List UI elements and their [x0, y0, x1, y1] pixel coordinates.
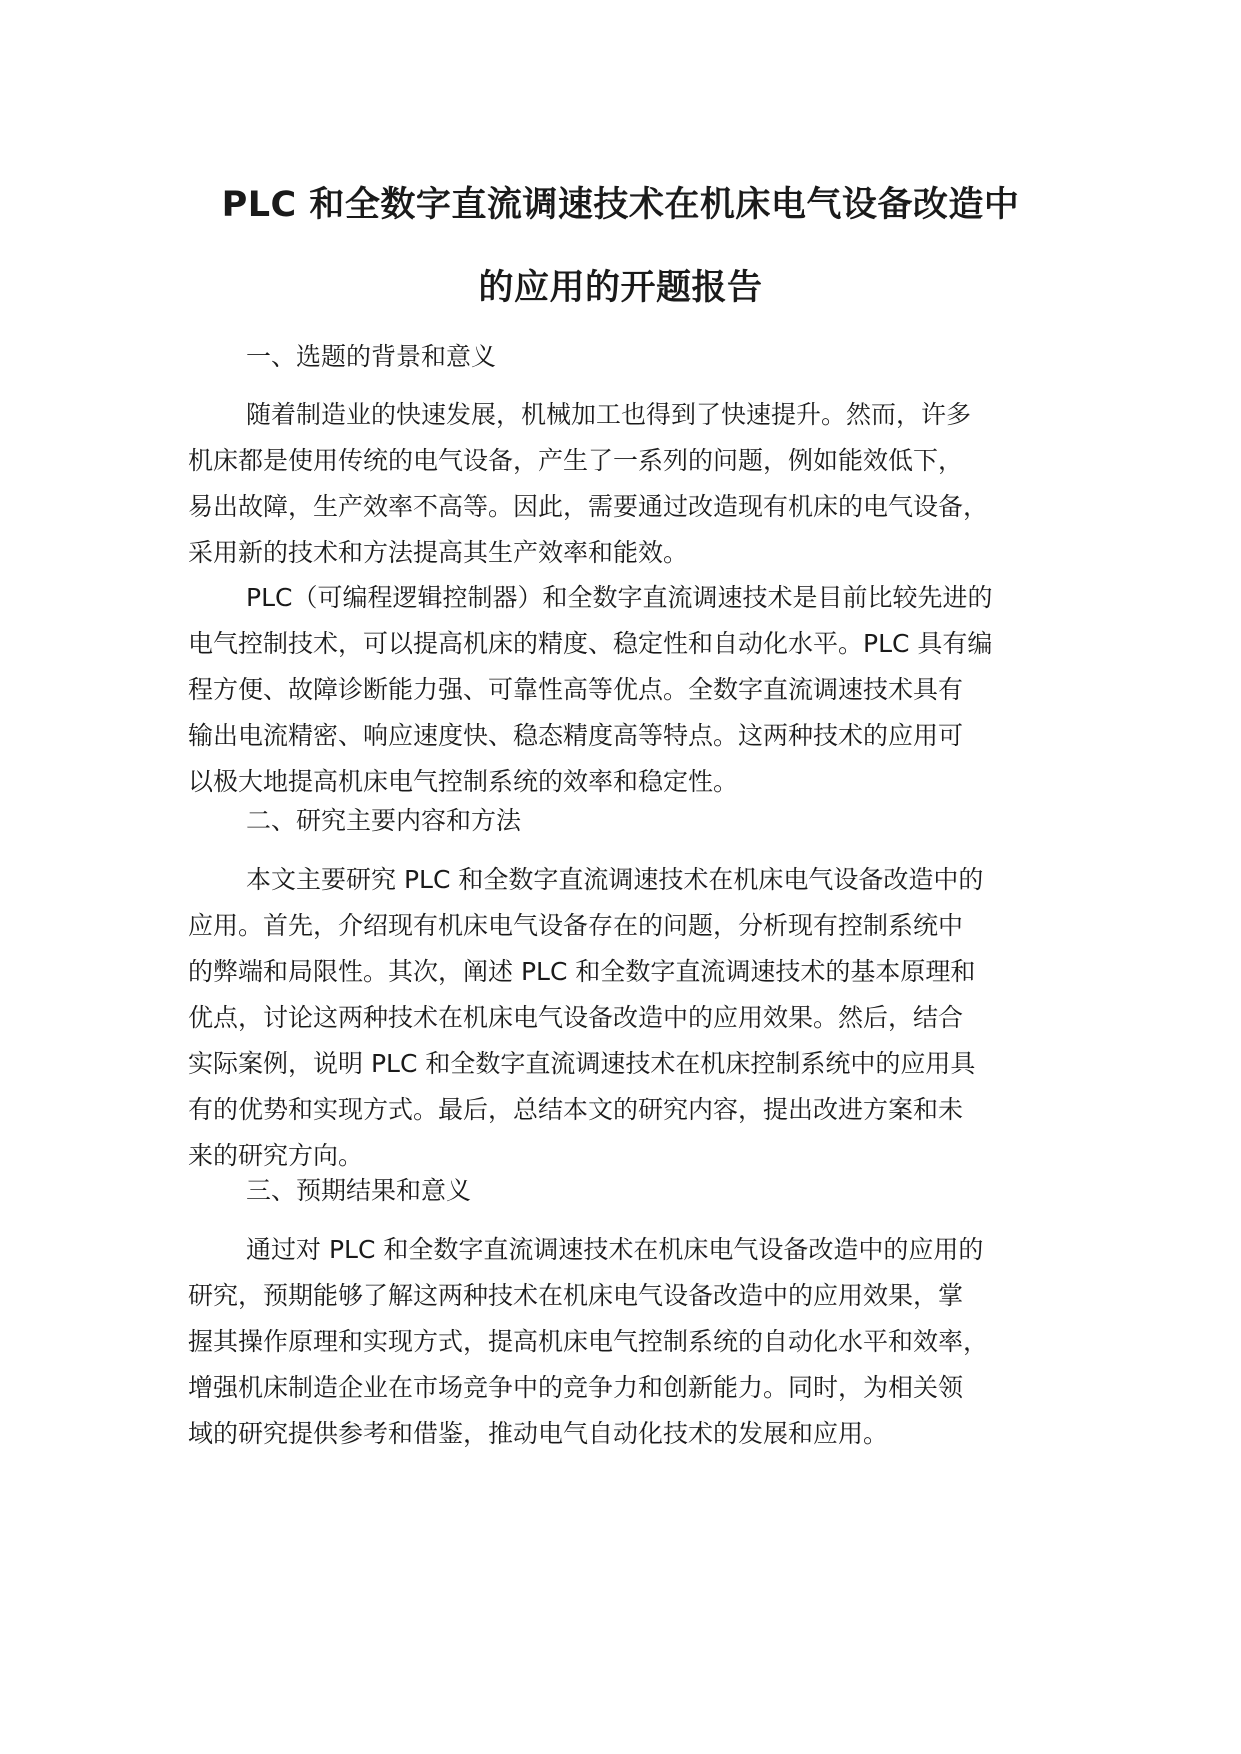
paragraph-line: 易出故障，生产效率不高等。因此，需要通过改造现有机床的电气设备， — [188, 492, 989, 521]
paragraph-line: 的弊端和局限性。其次，阐述 PLC 和全数字直流调速技术的基本原理和 — [188, 957, 976, 986]
paragraph-line: 电气控制技术，可以提高机床的精度、稳定性和自动化水平。PLC 具有编 — [188, 629, 993, 658]
paragraph-line: 研究，预期能够了解这两种技术在机床电气设备改造中的应用效果，掌 — [188, 1281, 964, 1310]
section-heading-content-methods: 二、研究主要内容和方法 — [246, 806, 522, 835]
paragraph-line: 实际案例，说明 PLC 和全数字直流调速技术在机床控制系统中的应用具 — [188, 1049, 976, 1078]
paragraph-line: 本文主要研究 PLC 和全数字直流调速技术在机床电气设备改造中的 — [246, 865, 984, 894]
paragraph-line: 应用。首先，介绍现有机床电气设备存在的问题，分析现有控制系统中 — [188, 911, 964, 940]
paragraph-line: 有的优势和实现方式。最后，总结本文的研究内容，提出改进方案和未 — [188, 1095, 964, 1124]
paragraph-line: 采用新的技术和方法提高其生产效率和能效。 — [188, 538, 689, 567]
paragraph-line: 程方便、故障诊断能力强、可靠性高等优点。全数字直流调速技术具有 — [188, 675, 964, 704]
paragraph-line: 输出电流精密、响应速度快、稳态精度高等特点。这两种技术的应用可 — [188, 721, 964, 750]
paragraph-line: 以极大地提高机床电气控制系统的效率和稳定性。 — [188, 767, 739, 796]
section-heading-expected-results: 三、预期结果和意义 — [246, 1176, 472, 1205]
paragraph-line: 机床都是使用传统的电气设备，产生了一系列的问题，例如能效低下， — [188, 446, 964, 475]
section-heading-background: 一、选题的背景和意义 — [246, 342, 497, 371]
paragraph-background-2 — [188, 575, 1078, 805]
paragraph-line: 握其操作原理和实现方式，提高机床电气控制系统的自动化水平和效率， — [188, 1327, 989, 1356]
paragraph-line: 来的研究方向。 — [188, 1141, 364, 1170]
document-title-line-1: PLC 和全数字直流调速技术在机床电气设备改造中 — [221, 185, 1020, 225]
paragraph-line: 域的研究提供参考和借鉴，推动电气自动化技术的发展和应用。 — [188, 1419, 889, 1448]
paragraph-line: 增强机床制造企业在市场竞争中的竞争力和创新能力。同时，为相关领 — [188, 1373, 964, 1402]
paragraph-line: 优点，讨论这两种技术在机床电气设备改造中的应用效果。然后，结合 — [188, 1003, 964, 1032]
paragraph-content-methods — [188, 857, 1078, 1179]
document-title-line-2: 的应用的开题报告 — [478, 268, 763, 308]
paragraph-line: 通过对 PLC 和全数字直流调速技术在机床电气设备改造中的应用的 — [246, 1235, 984, 1264]
paragraph-expected-results — [188, 1227, 1078, 1457]
paragraph-background-1 — [188, 392, 1078, 576]
paragraph-line: PLC（可编程逻辑控制器）和全数字直流调速技术是目前比较先进的 — [246, 583, 993, 612]
paragraph-line: 随着制造业的快速发展，机械加工也得到了快速提升。然而，许多 — [246, 400, 972, 429]
